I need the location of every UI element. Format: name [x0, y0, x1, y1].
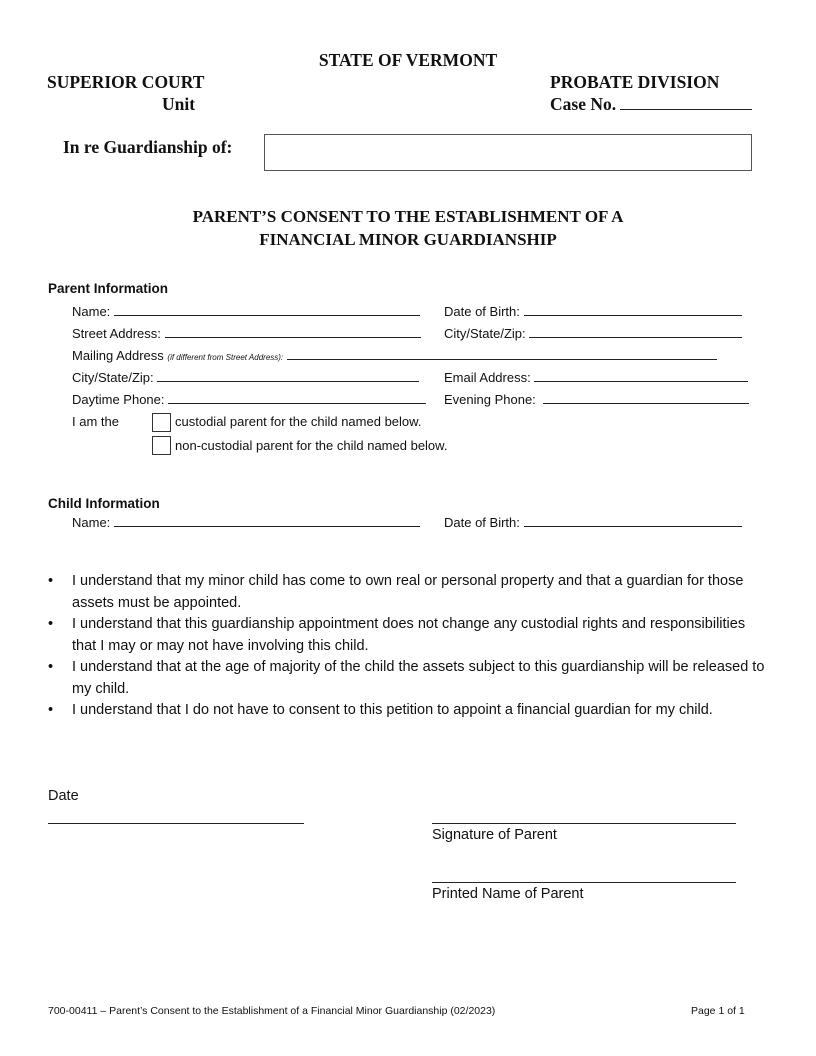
- form-id: 700-00411 – Parent’s Consent to the Establishment of a Financial Minor Guardianship (02/2023): [48, 1005, 496, 1017]
- mailing-note: (if different from Street Address):: [167, 353, 284, 362]
- date-label: Date: [48, 788, 79, 804]
- eve-phone-label: Evening Phone:: [444, 392, 536, 407]
- statement-item: • I understand that I do not have to consent to this petition to appoint a financial guardian for my child.: [48, 700, 768, 722]
- city2-line[interactable]: [157, 370, 419, 382]
- city2-label: City/State/Zip:: [72, 370, 154, 385]
- parent-info-heading: Parent Information: [48, 281, 169, 296]
- child-name-row: [72, 515, 420, 530]
- eve-phone-line[interactable]: [543, 392, 749, 404]
- street-row: [72, 326, 421, 341]
- page-number: Page 1 of 1: [691, 1005, 745, 1017]
- printed-name-line[interactable]: [432, 882, 736, 883]
- street-line[interactable]: [165, 326, 421, 338]
- statement-item: • I understand that at the age of majority of the child the assets subject to this guardianship will be released to my child.: [48, 659, 765, 697]
- mailing-line[interactable]: [287, 348, 717, 360]
- child-info-heading: Child Information: [48, 496, 160, 511]
- form-title-line1: PARENT’S CONSENT TO THE ESTABLISHMENT OF A: [192, 207, 624, 226]
- child-dob-line[interactable]: [524, 515, 742, 527]
- child-dob-row: [444, 515, 742, 530]
- day-phone-line[interactable]: [168, 392, 426, 404]
- child-name-label: Name:: [72, 515, 111, 530]
- parent-name-line[interactable]: [114, 304, 420, 316]
- parent-name-row: [72, 304, 420, 319]
- bullet-icon: •: [48, 616, 54, 632]
- day-phone-row: [72, 392, 426, 407]
- parent-dob-label: Date of Birth:: [444, 304, 520, 319]
- street-label: Street Address:: [72, 326, 161, 341]
- printed-name-label: Printed Name of Parent: [432, 886, 584, 902]
- statement-item: • I understand that this guardianship appointment does not change any custodial rights and responsibilities that I may or may not have involving this child.: [48, 616, 746, 654]
- noncustodial-checkbox[interactable]: [152, 436, 171, 455]
- email-line[interactable]: [534, 370, 748, 382]
- email-label: Email Address:: [444, 370, 531, 385]
- bullet-icon: •: [48, 702, 54, 718]
- day-phone-label: Daytime Phone:: [72, 392, 165, 407]
- custodial-checkbox[interactable]: [152, 413, 171, 432]
- parent-dob-row: [444, 304, 742, 319]
- division-name: PROBATE DIVISION: [550, 72, 720, 92]
- eve-phone-row: [444, 392, 749, 407]
- city2-row: [72, 370, 419, 385]
- statement-item: • I understand that my minor child has come to own real or personal property and that a guardian for those assets must be appointed.: [48, 573, 744, 611]
- child-dob-label: Date of Birth:: [444, 515, 520, 530]
- unit-label: Unit: [162, 94, 196, 114]
- form-title-line2: FINANCIAL MINOR GUARDIANSHIP: [259, 230, 557, 249]
- noncustodial-option-label: non-custodial parent for the child named below.: [175, 438, 448, 453]
- parent-name-label: Name:: [72, 304, 111, 319]
- parent-dob-line[interactable]: [524, 304, 742, 316]
- ward-name-field[interactable]: [264, 134, 752, 171]
- city1-label: City/State/Zip:: [444, 326, 526, 341]
- case-number-label: Case No.: [550, 94, 617, 114]
- signature-label: Signature of Parent: [432, 827, 557, 843]
- mailing-label: Mailing Address: [72, 348, 164, 363]
- state-heading: STATE OF VERMONT: [318, 50, 498, 70]
- i-am-label: I am the: [72, 414, 119, 429]
- mailing-row: [72, 348, 717, 363]
- bullet-icon: •: [48, 659, 54, 675]
- city1-line[interactable]: [529, 326, 742, 338]
- date-line[interactable]: [48, 823, 304, 824]
- custodial-option-label: custodial parent for the child named below.: [175, 414, 422, 429]
- bullet-icon: •: [48, 573, 54, 589]
- city1-row: [444, 326, 742, 341]
- consent-statements: [48, 571, 768, 722]
- court-name: SUPERIOR COURT: [47, 72, 205, 92]
- email-row: [444, 370, 748, 385]
- child-name-line[interactable]: [114, 515, 420, 527]
- case-number-line[interactable]: [620, 95, 752, 110]
- in-re-label: In re Guardianship of:: [63, 137, 233, 157]
- signature-line[interactable]: [432, 823, 736, 824]
- case-number: [550, 94, 752, 115]
